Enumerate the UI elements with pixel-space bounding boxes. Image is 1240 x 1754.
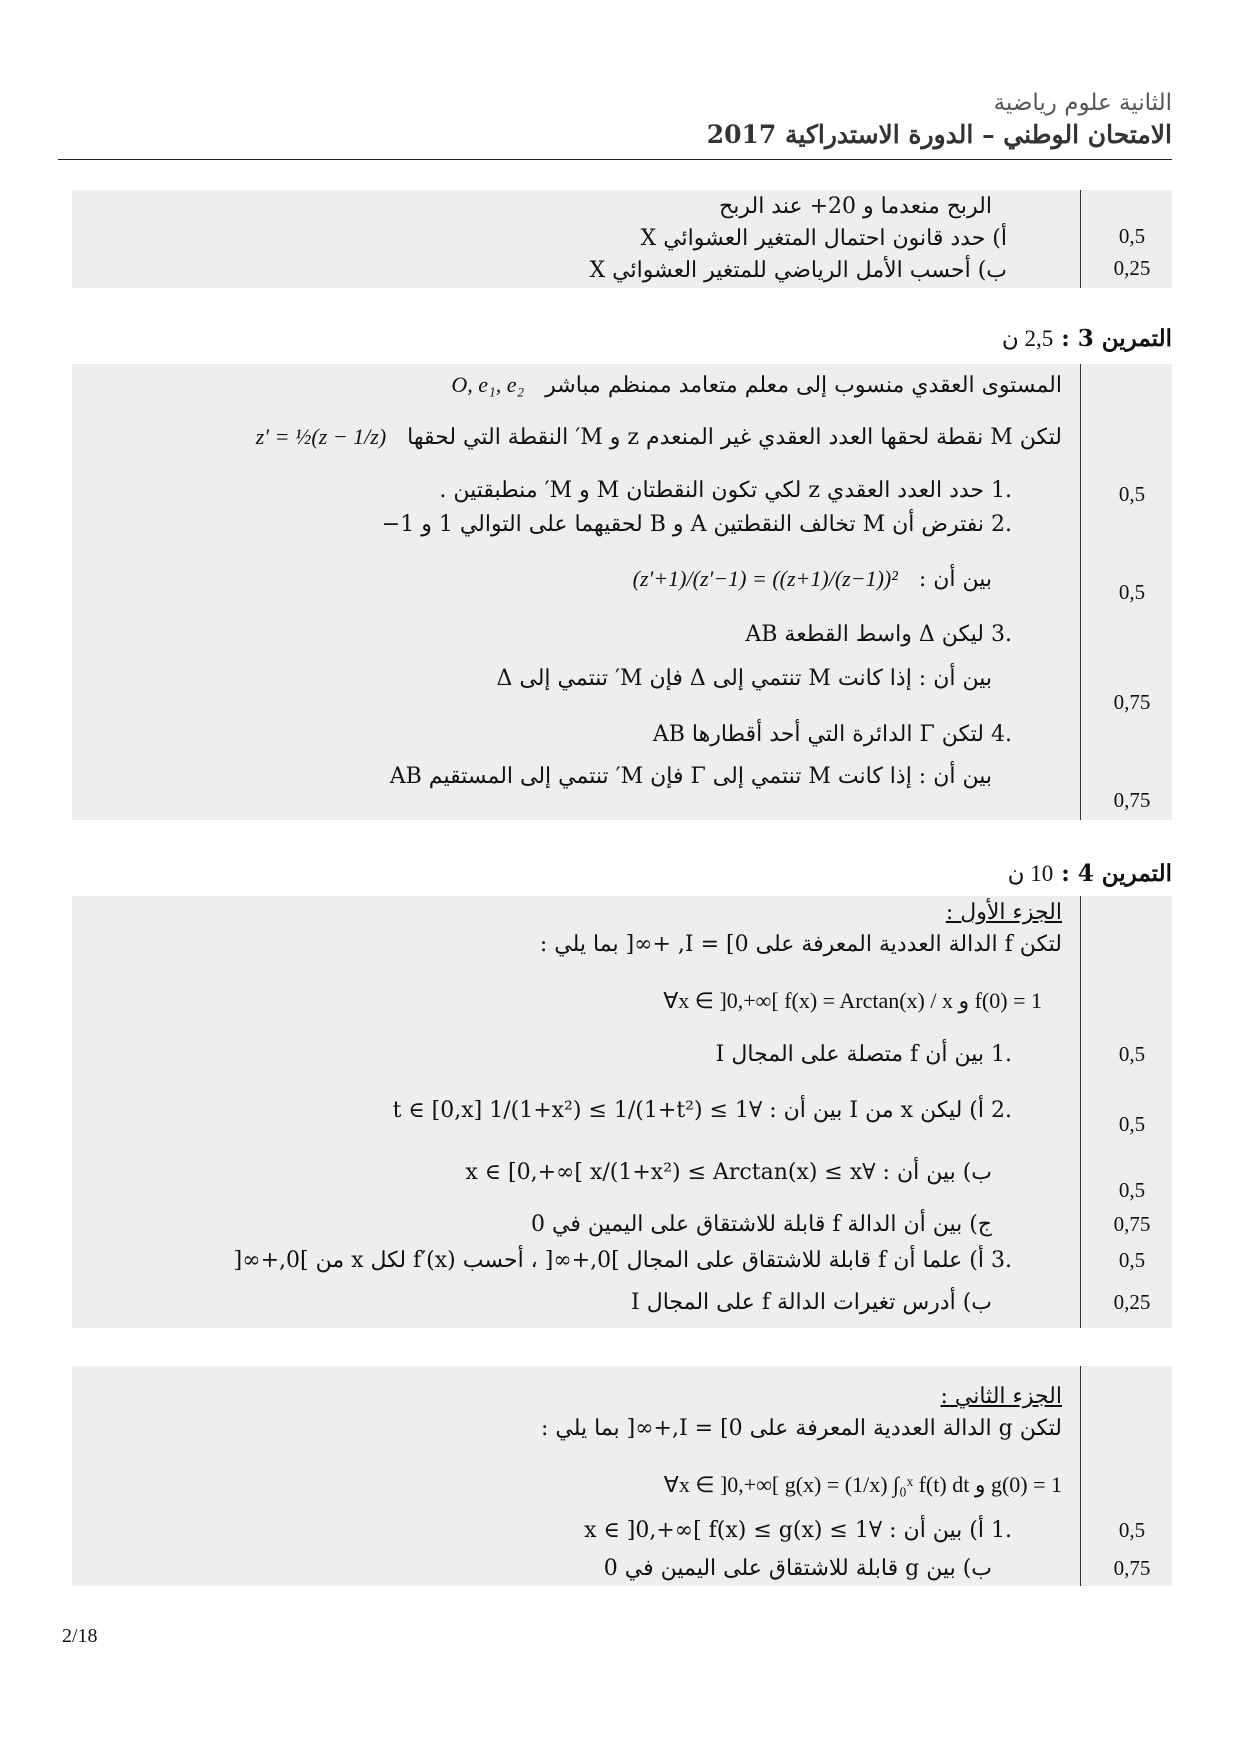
part1-score-q2a: 0,5 <box>1118 1112 1146 1136</box>
page-header <box>707 88 1172 152</box>
score-divider <box>1080 1366 1081 1586</box>
ex3-q2-formula: (z′+1)/(z′−1) = ((z+1)/(z−1))² <box>632 566 898 591</box>
ex3-score-q2: 0,5 <box>1118 580 1146 604</box>
exercise4-part1-box <box>72 896 1172 1328</box>
box1-score-b: 0,25 <box>1113 256 1151 280</box>
ex3-definition-text: لتكن M نقطة لحقها العدد العقدي غير المنعدم z و M′ النقطة التي لحقها <box>407 425 1062 450</box>
part1-q2a: .2 أ) ليكن x من I بين أن : ∀t ∈ [0,x] 1/(1+x²) ≤ 1/(1+t²) ≤ 1 <box>392 1098 1012 1123</box>
exercise4-part2-box <box>72 1366 1172 1586</box>
header-divider <box>58 159 1172 160</box>
box1-score-a: 0,5 <box>1118 224 1146 248</box>
part1-score-q1: 0,5 <box>1118 1042 1146 1066</box>
part1-q3b: ب) أدرس تغيرات الدالة f على المجال I <box>631 1290 992 1315</box>
part2-q1a: .1 أ) بين أن : ∀x ∈ ]0,+∞[ f(x) ≤ g(x) ≤ 1 <box>584 1518 1012 1543</box>
part2-heading: الجزء الثاني : <box>940 1384 1062 1409</box>
exercise4-points: 10 ن <box>1007 861 1054 886</box>
ex3-score-q1: 0,5 <box>1118 482 1146 506</box>
header-exam-title: الامتحان الوطني – الدورة الاستدراكية 2017 <box>706 120 1172 149</box>
part1-score-q2b: 0,5 <box>1118 1178 1146 1202</box>
part2-definition: لتكن g الدالة العددية المعرفة على I = [0,+∞[ بما يلي : <box>540 1416 1062 1441</box>
part1-function-def: ∀x ∈ ]0,+∞[ f(x) = Arctan(x) / x و f(0) = 1 <box>663 988 1042 1013</box>
part1-score-q2c: 0,75 <box>1113 1212 1151 1236</box>
ex3-definition <box>256 422 1062 453</box>
ex3-intro <box>451 370 1062 401</box>
part1-definition: لتكن f الدالة العددية المعرفة على I = [0, +∞[ بما يلي : <box>539 932 1062 957</box>
part2-score-q1b: 0,75 <box>1113 1556 1151 1580</box>
exercise3-points: 2,5 ن <box>1001 326 1054 351</box>
header-level: الثانية علوم رياضية <box>993 90 1172 116</box>
ex3-intro-formula: O, e₁, e₂ <box>451 372 525 397</box>
part2-score-q1a: 0,5 <box>1118 1518 1146 1542</box>
ex3-q2-proof-text: بين أن : <box>918 567 992 592</box>
part2-function-def: ∀x ∈ ]0,+∞[ g(x) = (1/x) ∫₀ˣ f(t) dt و g(0) = 1 <box>663 1472 1062 1497</box>
ex3-q2-proof <box>633 564 992 595</box>
exercise3-label: التمرين 3 : <box>1061 325 1172 352</box>
box1-question-a: أ) حدد قانون احتمال المتغير العشوائي X <box>640 226 1007 251</box>
part1-q1: .1 بين أن f متصلة على المجال I <box>715 1042 1012 1067</box>
part1-q3a: .3 أ) علما أن f قابلة للاشتقاق على المجال ]0,+∞[ ، أحسب f′(x) لكل x من ]0,+∞[ <box>233 1248 1012 1273</box>
ex3-q3-proof: بين أن : إذا كانت M تنتمي إلى Δ فإن M′ تنتمي إلى Δ <box>496 666 992 691</box>
part1-q2c: ج) بين أن الدالة f قابلة للاشتقاق على اليمين في 0 <box>530 1212 992 1237</box>
part2-q1b: ب) بين g قابلة للاشتقاق على اليمين في 0 <box>603 1556 992 1581</box>
exercise3-title <box>1002 325 1172 352</box>
page-number: 2/18 <box>62 1625 98 1647</box>
ex3-q3: .3 ليكن Δ واسط القطعة AB <box>745 622 1012 647</box>
part1-heading: الجزء الأول : <box>945 900 1062 925</box>
exercise4-title <box>1008 860 1172 887</box>
ex3-definition-formula: z′ = ½(z − 1/z) <box>255 424 387 449</box>
part1-score-q3a: 0,5 <box>1118 1248 1146 1272</box>
ex3-intro-text: المستوى العقدي منسوب إلى معلم متعامد ممنظم مباشر <box>545 373 1062 398</box>
exercise3-box <box>72 364 1172 820</box>
score-divider <box>1080 190 1081 288</box>
score-divider <box>1080 364 1081 820</box>
exercise4-label: التمرين 4 : <box>1061 860 1172 887</box>
ex3-q2: .2 نفترض أن M تخالف النقطتين A و B لحقيهما على التوالي 1 و 1− <box>381 512 1012 537</box>
score-divider <box>1080 896 1081 1328</box>
part1-score-q3b: 0,25 <box>1113 1290 1151 1314</box>
box1-question-b: ب) أحسب الأمل الرياضي للمتغير العشوائي X <box>589 258 1007 283</box>
box1-line1: الربح منعدما و 20+ عند الربح <box>719 194 992 219</box>
ex3-score-q4: 0,75 <box>1113 788 1151 812</box>
ex3-q1: .1 حدد العدد العقدي z لكي تكون النقطتان M و M′ منطبقتين . <box>439 478 1012 503</box>
exercise2-continuation-box <box>72 190 1172 288</box>
part1-q2b: ب) بين أن : ∀x ∈ [0,+∞[ x/(1+x²) ≤ Arctan(x) ≤ x <box>465 1160 992 1185</box>
ex3-score-q3: 0,75 <box>1113 690 1151 714</box>
ex3-q4: .4 لتكن Γ الدائرة التي أحد أقطارها AB <box>652 722 1012 747</box>
ex3-q4-proof: بين أن : إذا كانت M تنتمي إلى Γ فإن M′ تنتمي إلى المستقيم AB <box>389 764 992 789</box>
